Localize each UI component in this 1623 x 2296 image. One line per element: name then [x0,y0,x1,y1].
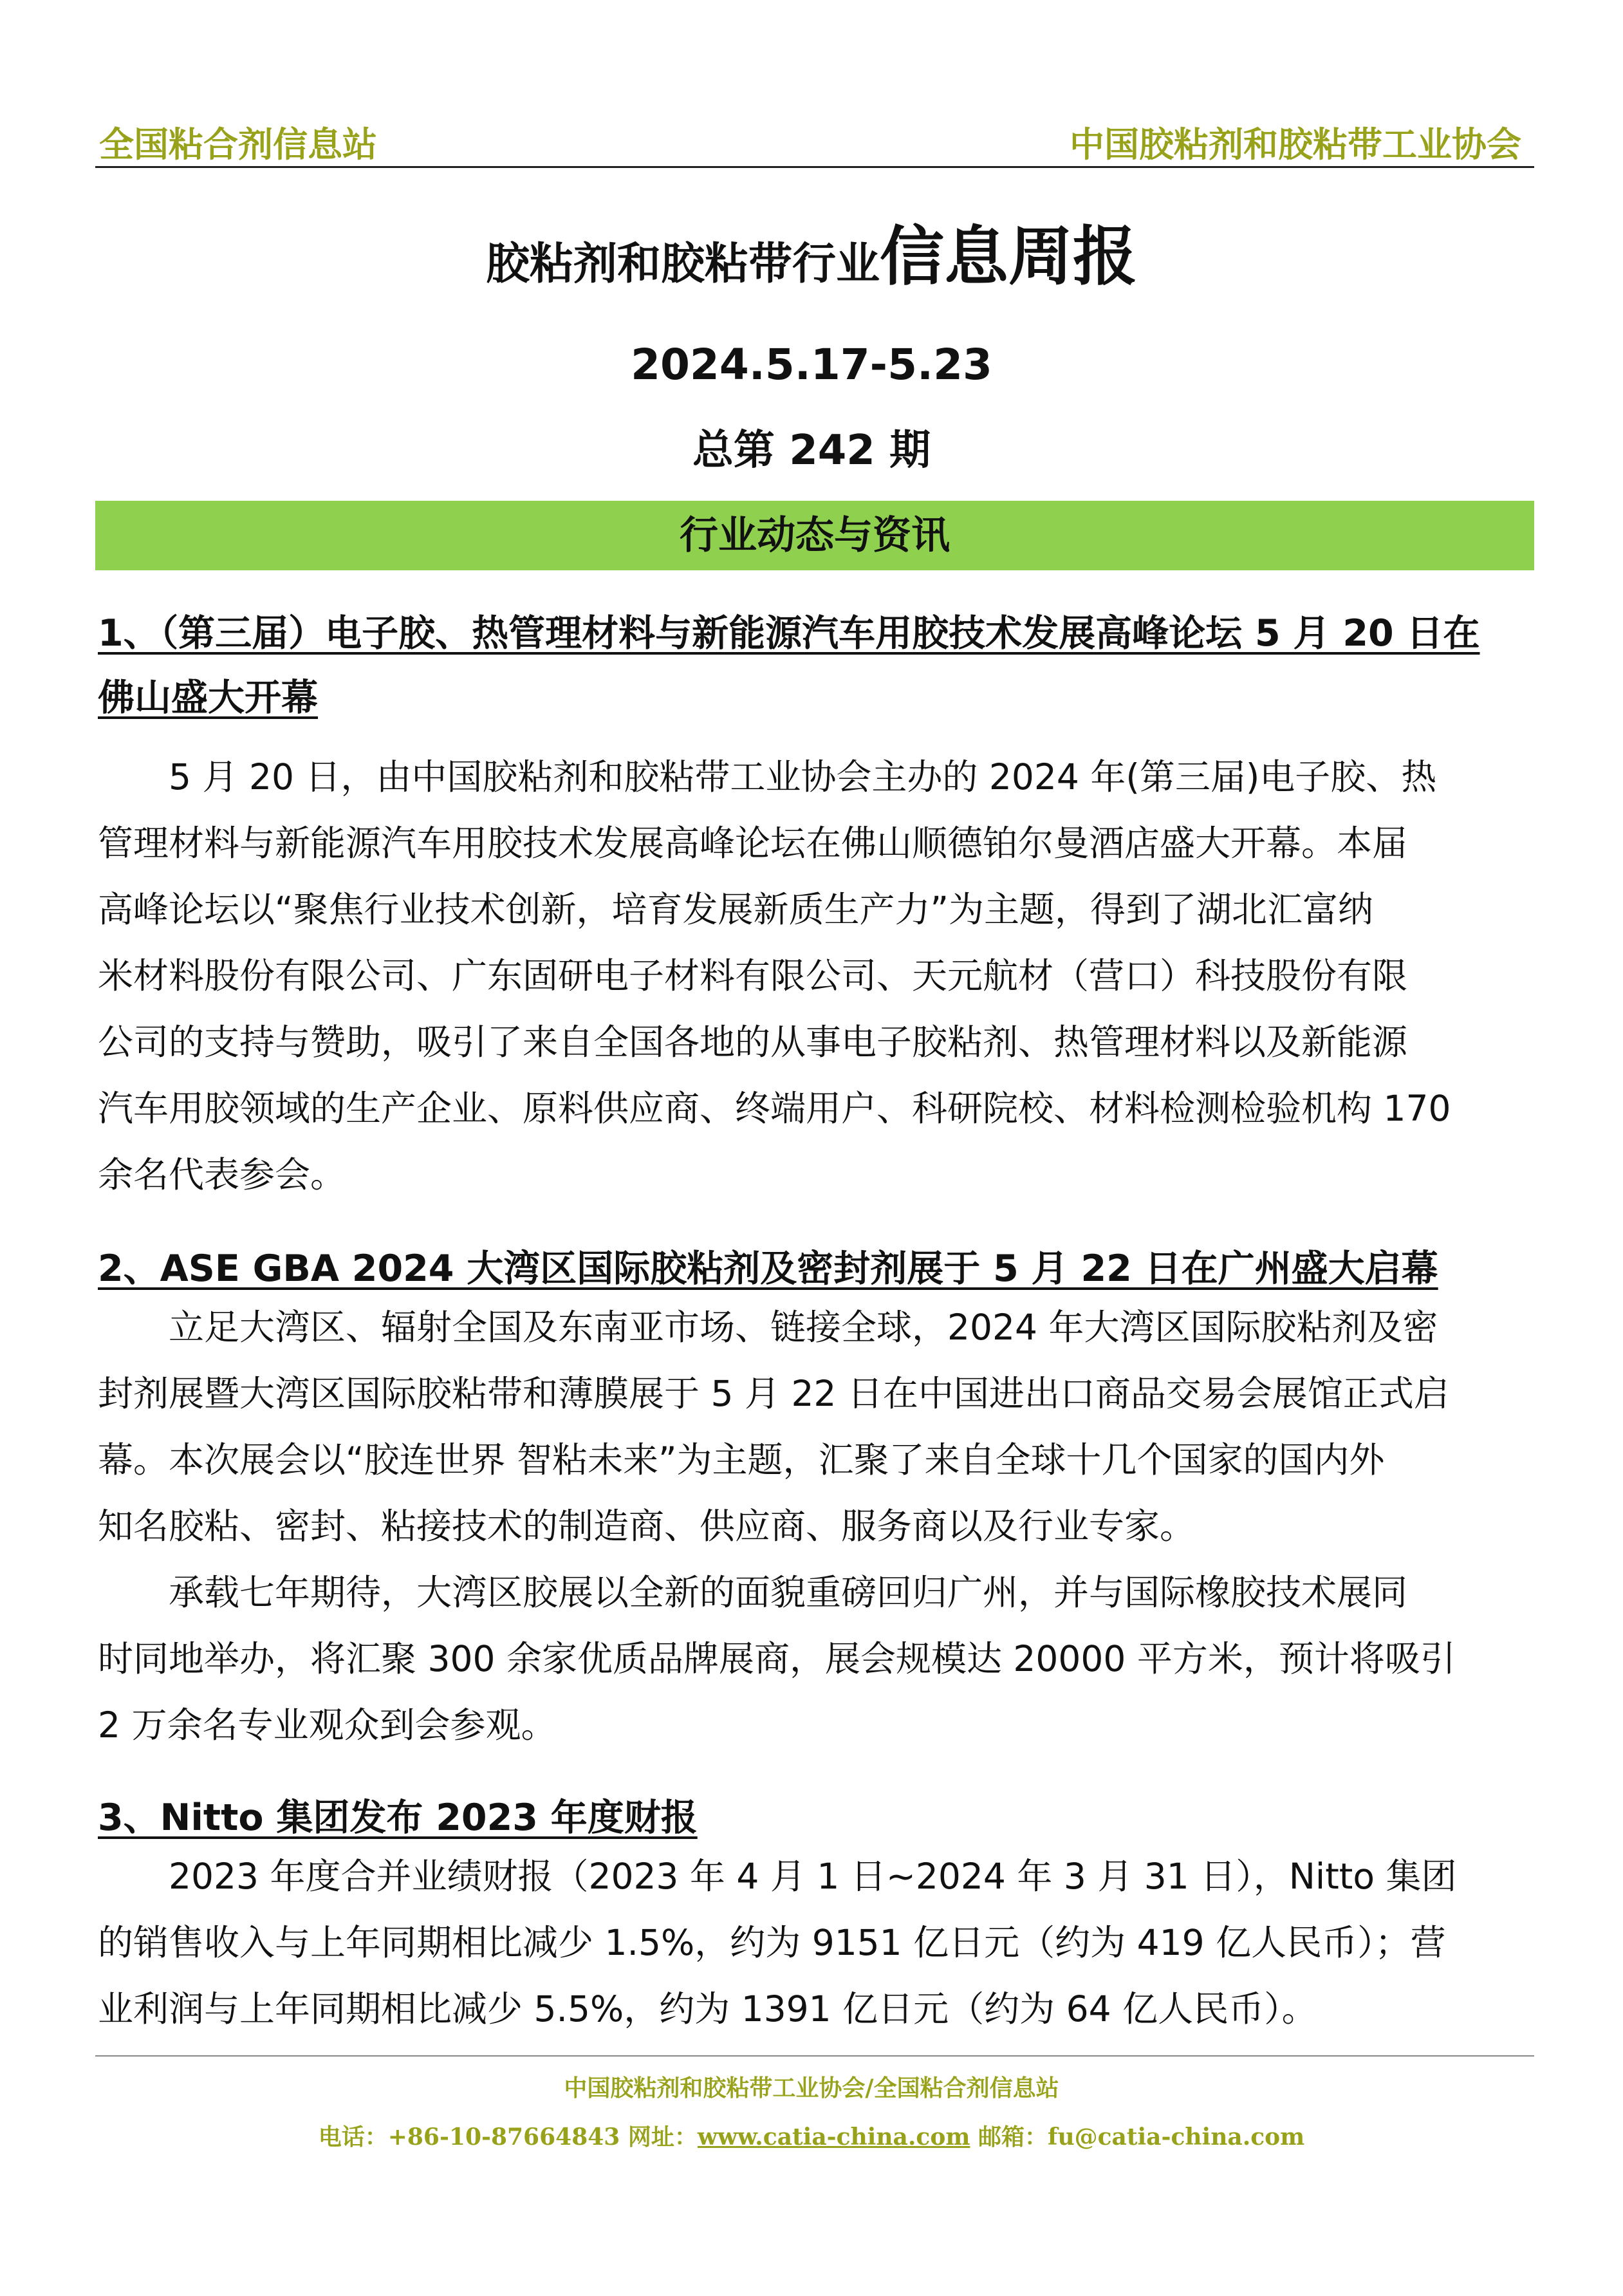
footer-organization: 中国胶粘剂和胶粘带工业协会/全国粘合剂信息站 [564,2075,1059,2102]
article-2-body-line: 2 万余名专业观众到会参观。 [98,1704,557,1746]
footer-website-link[interactable]: www.catia-china.com [697,2123,970,2151]
article-2-body-line: 立足大湾区、辐射全国及东南亚市场、链接全球，2024 年大湾区国际胶粘剂及密 [98,1307,1438,1348]
article-1-body-line: 汽车用胶领域的生产企业、原料供应商、终端用户、科研院校、材料检测检验机构 170 [98,1088,1451,1129]
footer-phone-label: 电话：+86-10-87664843 网址： [318,2123,698,2151]
article-3-title: 3、Nitto 集团发布 2023 年度财报 [98,1797,698,1839]
page-header [95,115,1534,168]
article-2-title: 2、ASE GBA 2024 大湾区国际胶粘剂及密封剂展于 5 月 22 日在广州盛大启幕 [98,1247,1438,1290]
footer-email[interactable]: fu@catia-china.com [1047,2123,1305,2151]
article-3-body-line: 业利润与上年同期相比减少 5.5%，约为 1391 亿日元（约为 64 亿人民币）。 [98,1988,1317,2030]
report-date-range: 2024.5.17-5.23 [631,340,992,389]
article-1-body-line: 高峰论坛以“聚焦行业技术创新，培育发展新质生产力”为主题，得到了湖北汇富纳 [98,889,1373,930]
section-banner: 行业动态与资讯 [95,501,1534,570]
report-issue-number: 总第 242 期 [692,427,931,474]
report-title-main: 信息周报 [880,219,1137,294]
article-3-body-line: 2023 年度合并业绩财报（2023 年 4 月 1 日~2024 年 3 月 31 日），Nitto 集团 [98,1856,1457,1897]
article-3-body-line: 的销售收入与上年同期相比减少 1.5%，约为 9151 亿日元（约为 419 亿人民币）；营 [98,1922,1446,1963]
article-1-body-line: 公司的支持与赞助，吸引了来自全国各地的从事电子胶粘剂、热管理材料以及新能源 [98,1022,1408,1063]
report-title [0,205,1623,297]
article-2-body-line: 幕。本次展会以“胶连世界 智粘未来”为主题，汇聚了来自全球十几个国家的国内外 [98,1439,1385,1480]
header-left-site-name: 全国粘合剂信息站 [99,124,377,165]
article-1-body-line: 5 月 20 日，由中国胶粘剂和胶粘带工业协会主办的 2024 年(第三届)电子胶、热 [98,756,1437,798]
footer-contact [0,2119,1623,2152]
article-2-body-line: 时同地举办，将汇聚 300 余家优质品牌展商，展会规模达 20000 平方米，预计将吸引 [98,1638,1456,1679]
article-1-body-line: 米材料股份有限公司、广东固研电子材料有限公司、天元航材（营口）科技股份有限 [98,955,1408,996]
article-2-body-line: 封剂展暨大湾区国际胶粘带和薄膜展于 5 月 22 日在中国进出口商品交易会展馆正式启 [98,1373,1449,1414]
header-right-association-name: 中国胶粘剂和胶粘带工业协会 [1070,124,1521,165]
article-1-title-line-2: 佛山盛大开幕 [98,677,318,719]
article-1-body-line: 管理材料与新能源汽车用胶技术发展高峰论坛在佛山顺德铂尔曼酒店盛大开幕。本届 [98,823,1408,864]
footer-email-label: 邮箱： [970,2123,1048,2151]
footer-divider [95,2055,1534,2057]
article-1-body-line: 余名代表参会。 [98,1154,346,1195]
article-1-title-line-1: 1、（第三届）电子胶、热管理材料与新能源汽车用胶技术发展高峰论坛 5 月 20 日在 [98,612,1480,655]
report-title-prefix: 胶粘剂和胶粘带行业 [485,239,880,290]
article-2-body-line: 承载七年期待，大湾区胶展以全新的面貌重磅回归广州，并与国际橡胶技术展同 [98,1572,1408,1613]
article-2-body-line: 知名胶粘、密封、粘接技术的制造商、供应商、服务商以及行业专家。 [98,1506,1196,1547]
